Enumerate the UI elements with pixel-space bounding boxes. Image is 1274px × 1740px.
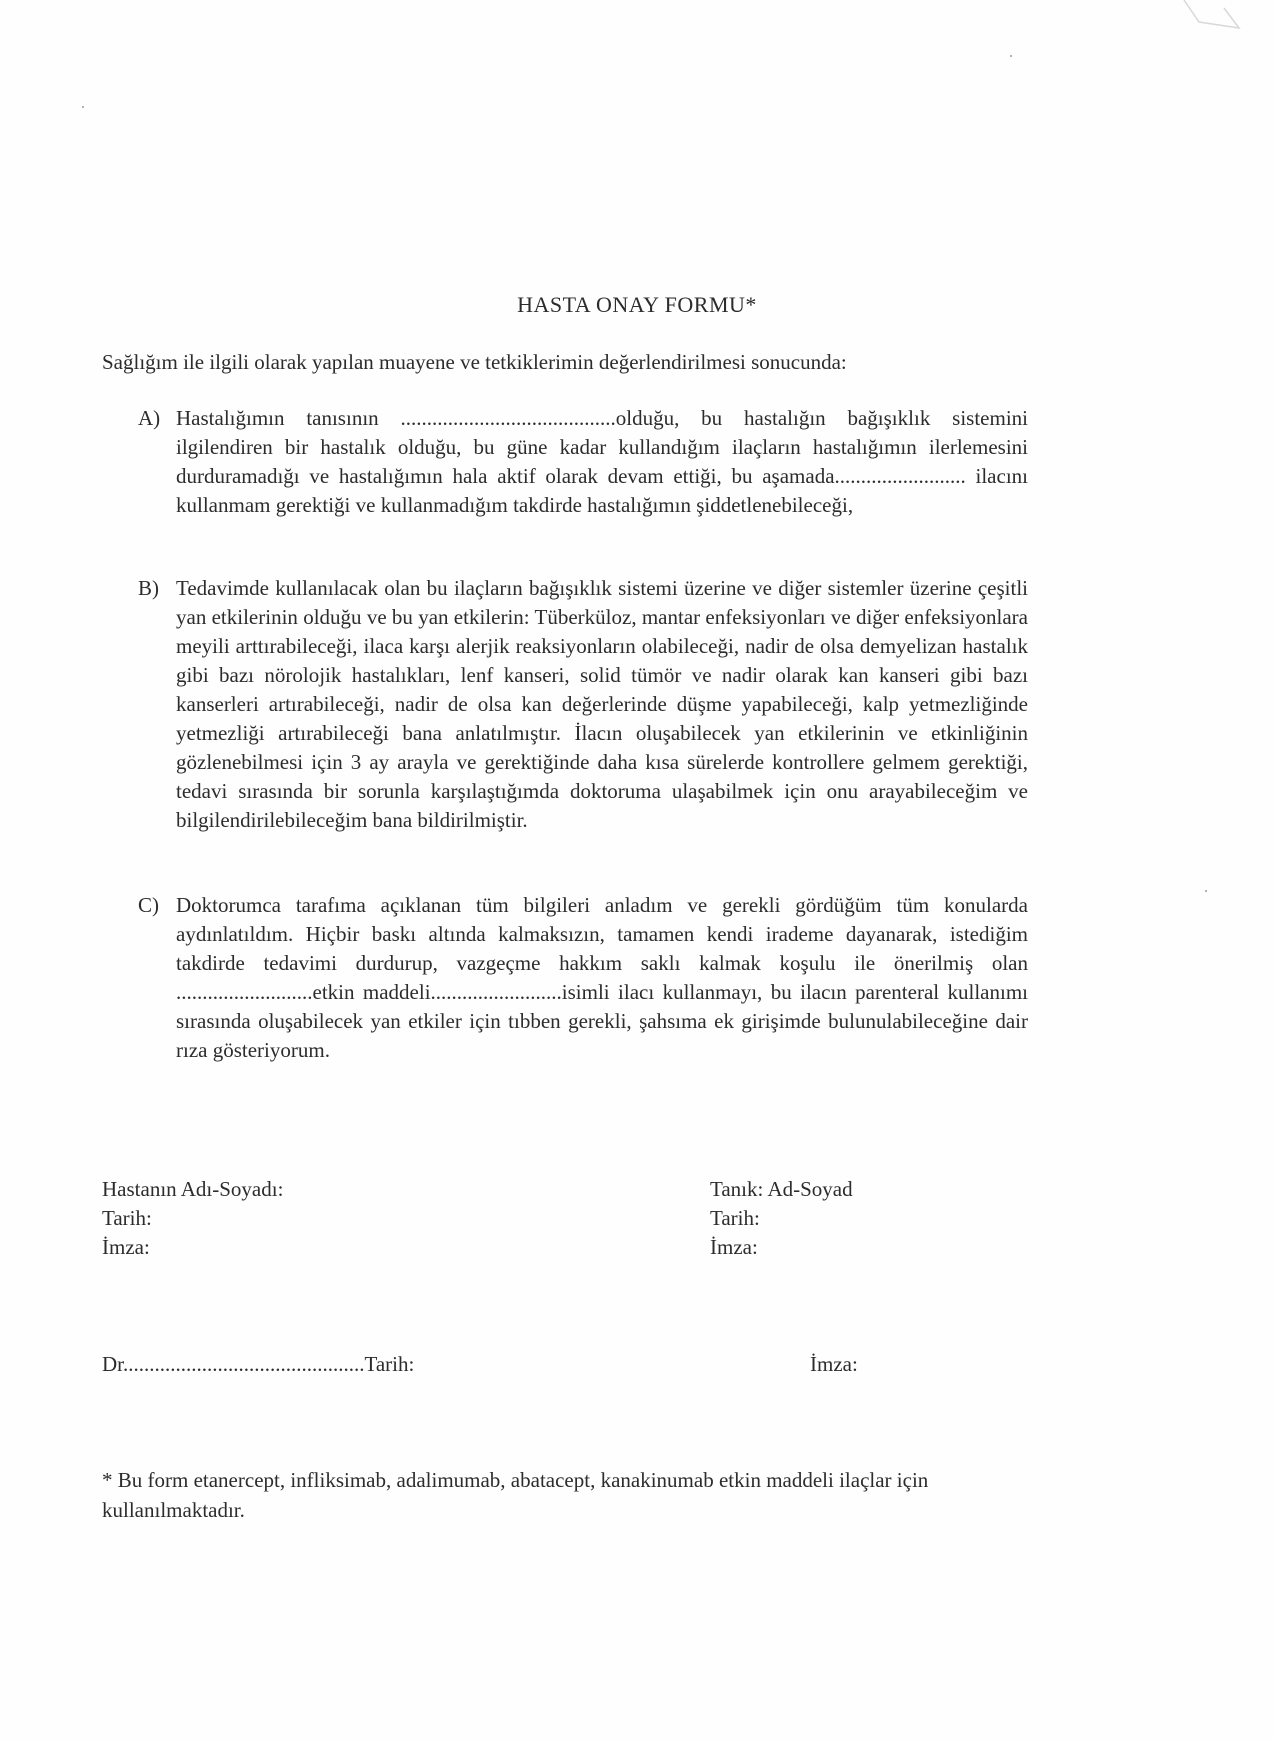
patient-signature-label: İmza: bbox=[102, 1235, 150, 1259]
witness-signature-label: İmza: bbox=[710, 1235, 758, 1259]
item-letter: B) bbox=[138, 576, 159, 600]
form-title: HASTA ONAY FORMU* bbox=[517, 292, 757, 317]
intro-text: Sağlığım ile ilgili olarak yapılan muayene ve tetkiklerimin değerlendirilmesi sonucunda: bbox=[102, 350, 847, 374]
witness-date-label: Tarih: bbox=[710, 1206, 760, 1230]
item-text: Tedavimde kullanılacak olan bu ilaçların bağışıklık sistemi üzerine ve diğer sistemler üzerine çeşitli yan etkilerinin olduğu ve bu yan etkilerin: Tüberküloz, mantar enfeksiyonları ve diğer enfeksiyonlara meyili arttırabileceği, ilaca karşı alerjik reaksiyonların olabileceği, nadir de olsa demyelizan hastalık gibi bazı nörolojik hastalıkları, lenf kanseri, solid tümör ve nadir olarak kan kanseri gibi bazı kanserleri artırabileceği, nadir de olsa kan değerlerinde düşme yapabileceği, kalp yetmezliğinde yetmezliği artırabileceği bana anlatılmıştır. İlacın oluşabilecek yan etkilerinin ve etkinliğinin gözlenebilmesi için 3 ay arayla ve gerektiğinde daha kısa sürelerde kontrollere gelmem gerektiği, tedavi sırasında bir sorunla karşılaştığımda doktoruma ulaşabilmek için onu arayabileceğim ve bilgilendirilebileceğim bana bildirilmiştir. bbox=[176, 576, 1028, 832]
doctor-signature-label: İmza: bbox=[810, 1352, 858, 1376]
doctor-name-date: Dr..............................................Tarih: bbox=[102, 1352, 415, 1376]
item-text: Hastalığımın tanısının .........................................olduğu, bu hastalığın bağışıklık sistemini ilgilendiren bir hastalık olduğu, bu güne kadar kullandığım ilaçların hastalığımın ilerlemesini durduramadığı ve hastalığımın hala aktif olarak devam ettiği, bu aşamada......................... ilacını kullanmam gerektiği ve kullanmadığım takdirde hastalığımın şiddetlenebileceği, bbox=[176, 406, 1028, 517]
consent-item-c bbox=[138, 891, 1028, 1065]
item-letter: A) bbox=[138, 406, 161, 430]
consent-item-a bbox=[138, 404, 1028, 520]
page-corner-fold-mark bbox=[1164, 0, 1254, 60]
witness-name-label: Tanık: Ad-Soyad bbox=[710, 1177, 853, 1201]
item-letter: C) bbox=[138, 893, 159, 917]
scan-speck bbox=[1010, 55, 1012, 57]
witness-signature-block bbox=[710, 1175, 853, 1262]
scan-speck bbox=[1205, 890, 1207, 892]
footnote: * Bu form etanercept, infliksimab, adalimumab, abatacept, kanakinumab etkin maddeli ilaçlar için kullanılmaktadır. bbox=[102, 1468, 929, 1522]
scan-speck bbox=[82, 106, 84, 108]
consent-item-b bbox=[138, 574, 1028, 835]
patient-signature-block bbox=[102, 1175, 283, 1262]
item-text: Doktorumca tarafıma açıklanan tüm bilgileri anladım ve gerekli gördüğüm tüm konularda aydınlatıldım. Hiçbir baskı altında kalmaksızın, tamamen kendi irademe dayanarak, istediğim takdirde tedavimi durdurup, vazgeçme hakkım saklı kalmak koşulu ile önerilmiş olan ..........................etkin maddeli.........................isimli ilacı kullanmayı, bu ilacın parenteral kullanımı sırasında oluşabilecek yan etkiler için tıbben gerekli, şahsıma ek girişimde bulunulabileceğine dair rıza gösteriyorum. bbox=[176, 893, 1028, 1062]
patient-name-label: Hastanın Adı-Soyadı: bbox=[102, 1177, 284, 1201]
patient-date-label: Tarih: bbox=[102, 1206, 152, 1230]
